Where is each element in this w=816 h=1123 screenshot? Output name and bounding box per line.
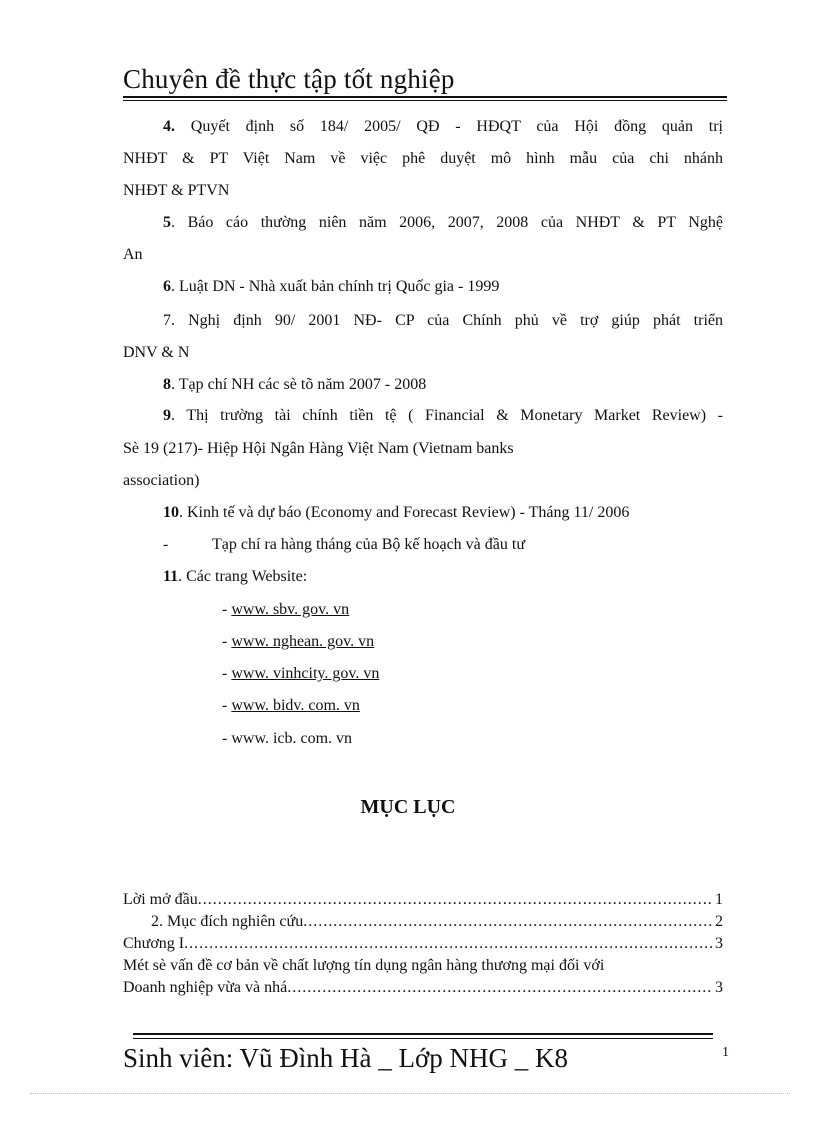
toc-entry[interactable]: Doanh nghiệp vừa và nhá ..... 3 <box>123 979 723 997</box>
website-link-nghean[interactable]: www. nghean. gov. vn <box>231 633 375 650</box>
website-item: - www. sbv. gov. vn <box>222 601 350 618</box>
footer-rule-thin <box>133 1038 713 1039</box>
reference-item-10: 10. Kinh tế và dự báo (Economy and Forecast Review) - Tháng 11/ 2006 <box>163 504 630 521</box>
reference-item-7: 7. Nghị định 90/ 2001 NĐ- CP của Chính phủ về trợ giúp phát triển <box>163 312 723 329</box>
website-item: - www. vinhcity. gov. vn <box>222 665 380 682</box>
website-item: - www. bidv. com. vn <box>222 697 360 714</box>
header-rule <box>123 96 727 98</box>
footer-student-info: Sinh viên: Vũ Đình Hà _ Lớp NHG _ K8 <box>123 1043 569 1073</box>
reference-item-6: 6. Luật DN - Nhà xuất bản chính trị Quốc gia - 1999 <box>163 278 500 295</box>
website-link-bidv[interactable]: www. bidv. com. vn <box>231 697 360 714</box>
reference-item-4-line-3: NHĐT & PTVN <box>123 182 230 199</box>
reference-item-4-line-2: NHĐT & PT Việt Nam về việc phê duyệt mô hình mẫu của chi nhánh <box>123 150 723 167</box>
website-item: - www. nghean. gov. vn <box>222 633 375 650</box>
reference-item-9: 9. Thị trường tài chính tiền tệ ( Financial & Monetary Market Review) - <box>163 407 723 424</box>
toc-entry[interactable]: 2. Mục đích nghiên cứu ..... 2 <box>123 913 723 931</box>
header-rule-thin <box>123 100 727 101</box>
reference-item-10-dash: - <box>163 536 169 553</box>
toc-entry-heading-line[interactable]: Mét sè vấn đề cơ bản về chất lượng tín dụng ngân hàng thương mại đối với <box>123 957 605 974</box>
reference-item-9-line-2: Sè 19 (217)- Hiệp Hội Ngân Hàng Việt Nam (Vietnam banks <box>123 440 514 457</box>
website-link-vinhcity[interactable]: www. vinhcity. gov. vn <box>231 665 380 682</box>
reference-item-10-line-2: Tạp chí ra hàng tháng của Bộ kế hoạch và đầu tư <box>212 536 525 553</box>
toc-entry[interactable]: Chương I ..... 3 <box>123 935 723 953</box>
reference-item-11: 11. Các trang Website: <box>163 568 308 585</box>
reference-item-5-line-2: An <box>123 246 143 263</box>
toc-entry[interactable]: Lời mở đầu ..... 1 <box>123 891 723 909</box>
website-text-icb: www. icb. com. vn <box>231 730 353 747</box>
page-header-title: Chuyên đề thực tập tốt nghiệp <box>123 64 455 94</box>
page-number: 1 <box>722 1045 729 1060</box>
reference-item-4: 4. Quyết định số 184/ 2005/ QĐ - HĐQT của Hội đồng quản trị <box>163 118 724 135</box>
website-item: - www. icb. com. vn <box>222 730 353 747</box>
reference-item-9-line-3: association) <box>123 472 200 489</box>
reference-item-5: 5. Báo cáo thường niên năm 2006, 2007, 2008 của NHĐT & PT Nghệ <box>163 214 723 231</box>
website-link-sbv[interactable]: www. sbv. gov. vn <box>231 601 350 618</box>
reference-item-7-line-2: DNV & N <box>123 344 190 361</box>
toc-heading: MỤC LỤC <box>360 796 456 818</box>
reference-item-8: 8. Tạp chí NH các sè tõ năm 2007 - 2008 <box>163 376 427 393</box>
footer-rule <box>133 1033 713 1035</box>
page-bottom-border <box>30 1093 790 1094</box>
